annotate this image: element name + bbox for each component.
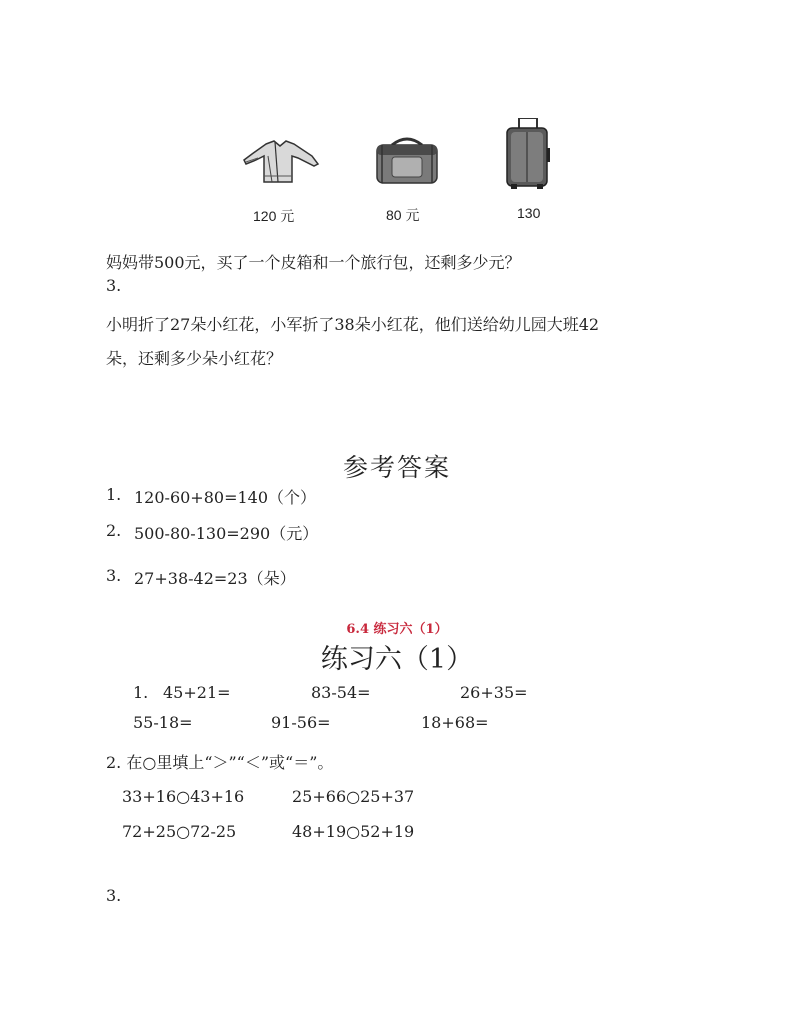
suitcase-icon [505, 118, 551, 190]
problem-2-text: 妈妈带500元，买了一个皮箱和一个旅行包，还剩多少元？ [106, 253, 521, 272]
answer-2-num: 2. [106, 521, 122, 540]
problem-3-line-2: 朵，还剩多少朵小红花？ [106, 349, 283, 368]
jacket-price: 120 元 [253, 208, 295, 224]
exercise-2-item: 25+66○25+37 [292, 787, 415, 806]
exercise-1-num: 1. [133, 683, 149, 702]
exercise-1-item: 91-56= [271, 713, 331, 732]
exercise-1-item: 45+21= [163, 683, 231, 702]
exercise-1-item: 83-54= [311, 683, 371, 702]
travel-bag-price: 80 元 [386, 207, 420, 223]
exercise-1-item: 26+35= [460, 683, 528, 702]
jacket-icon [242, 138, 320, 186]
exercise-3-label: 3. [106, 886, 122, 905]
exercise-2-item: 72+25○72-25 [122, 822, 237, 841]
answers-title: 参考答案 [342, 453, 451, 482]
exercise-2-item: 48+19○52+19 [292, 822, 415, 841]
problem-3-line-1: 小明折了27朵小红花，小军折了38朵小红花，他们送给幼儿园大班42 [106, 315, 600, 334]
exercise-1-item: 18+68= [421, 713, 489, 732]
lesson-title: 练习六（1） [320, 644, 474, 675]
problem-3-label: 3. [106, 276, 122, 295]
answer-1-num: 1. [106, 485, 122, 504]
suitcase-price: 130 [517, 205, 541, 221]
answer-3-num: 3. [106, 566, 122, 585]
exercise-1-item: 55-18= [133, 713, 193, 732]
exercise-2-instruction: 2. 在○里填上“＞”“＜”或“＝”。 [106, 753, 334, 772]
exercise-2-item: 33+16○43+16 [122, 787, 245, 806]
lesson-subtitle: 6.4 练习六（1） [346, 622, 448, 637]
answer-1-text: 120-60+80=140（个） [134, 488, 317, 507]
travel-bag-icon [374, 135, 440, 185]
answer-3-text: 27+38-42=23（朵） [134, 569, 296, 588]
answer-2-text: 500-80-130=290（元） [134, 524, 319, 543]
